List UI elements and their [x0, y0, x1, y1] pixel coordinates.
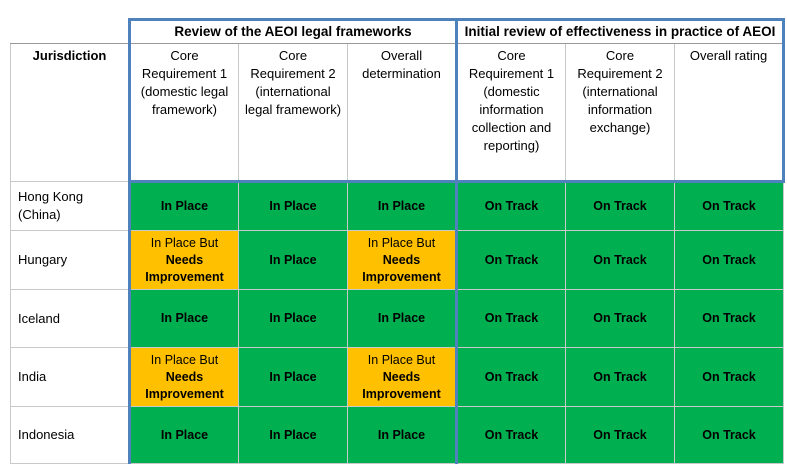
header-overall-determination: Overall determination: [348, 44, 457, 182]
status-cell: In Place But Needs Improvement: [348, 348, 457, 407]
status-cell: On Track: [457, 231, 566, 290]
status-cell: On Track: [675, 290, 784, 348]
table-row: [11, 348, 784, 407]
status-cell: In Place: [348, 182, 457, 231]
status-cell: In Place: [239, 182, 348, 231]
status-cell: On Track: [457, 348, 566, 407]
header-effectiveness-core-req-1: Core Requirement 1 (domestic information collection and reporting): [457, 44, 566, 182]
jurisdiction-name: India: [11, 348, 130, 407]
table-row: [11, 182, 784, 231]
table-row: [11, 407, 784, 464]
jurisdiction-name: Hong Kong (China): [11, 182, 130, 231]
status-cell: On Track: [566, 182, 675, 231]
status-cell: On Track: [457, 407, 566, 464]
status-cell: In Place: [239, 348, 348, 407]
status-cell: In Place: [348, 407, 457, 464]
status-cell: On Track: [566, 290, 675, 348]
status-cell: On Track: [675, 182, 784, 231]
status-cell: In Place: [239, 290, 348, 348]
jurisdiction-name: Indonesia: [11, 407, 130, 464]
status-cell: On Track: [566, 348, 675, 407]
status-cell: In Place: [348, 290, 457, 348]
header-legal-core-req-2: Core Requirement 2 (international legal framework): [239, 44, 348, 182]
status-cell: In Place But Needs Improvement: [130, 231, 239, 290]
status-cell: On Track: [566, 231, 675, 290]
header-jurisdiction: Jurisdiction: [11, 44, 130, 182]
aeoi-assessment-table: [10, 18, 785, 464]
jurisdiction-name: Iceland: [11, 290, 130, 348]
status-cell: On Track: [457, 290, 566, 348]
status-cell: On Track: [675, 348, 784, 407]
status-cell: On Track: [675, 231, 784, 290]
status-cell: In Place: [239, 231, 348, 290]
status-cell: In Place: [239, 407, 348, 464]
corner-cell: [11, 20, 130, 44]
header-effectiveness-core-req-2: Core Requirement 2 (international information exchange): [566, 44, 675, 182]
table-row: [11, 231, 784, 290]
header-legal-core-req-1: Core Requirement 1 (domestic legal framework): [130, 44, 239, 182]
status-cell: In Place: [130, 290, 239, 348]
status-cell: In Place But Needs Improvement: [130, 348, 239, 407]
status-cell: On Track: [566, 407, 675, 464]
status-cell: On Track: [457, 182, 566, 231]
group-header-effectiveness: Initial review of effectiveness in practice of AEOI: [457, 20, 784, 44]
status-cell: In Place: [130, 182, 239, 231]
status-cell: In Place: [130, 407, 239, 464]
status-cell: In Place But Needs Improvement: [348, 231, 457, 290]
group-header-legal-frameworks: Review of the AEOI legal frameworks: [130, 20, 457, 44]
jurisdiction-name: Hungary: [11, 231, 130, 290]
status-cell: On Track: [675, 407, 784, 464]
header-overall-rating: Overall rating: [675, 44, 784, 182]
table-row: [11, 290, 784, 348]
